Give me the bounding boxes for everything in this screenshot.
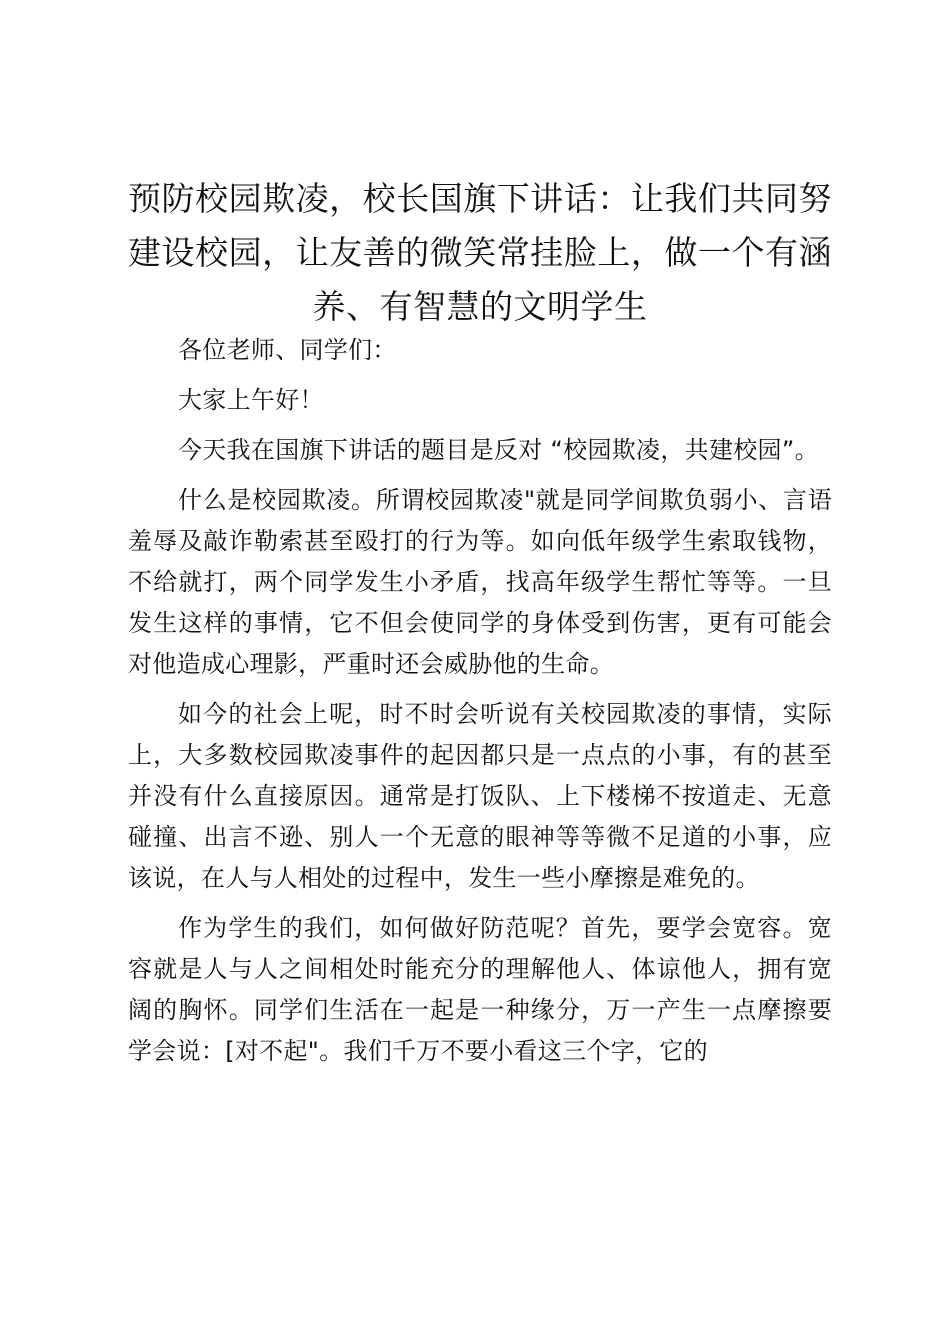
causes-paragraph: 如今的社会上呢，时不时会听说有关校园欺凌的事情，实际上，大多数校园欺凌事件的起因都只是一点点的小事，有的甚至并没有什么直接原因。通常是打饭队、上下楼梯不按道走、无意碰撞、出言不逊、别人一个无意的眼神等等微不足道的小事，应该说，在人与人相处的过程中，发生一些小摩擦是难免的。: [128, 700, 832, 892]
topic-paragraph: 今天我在国旗下讲话的题目是反对 “校园欺凌，共建校园”。: [178, 436, 819, 464]
definition-paragraph: 什么是校园欺凌。所谓校园欺凌"就是同学间欺负弱小、言语羞辱及敲诈勒索甚至殴打的行为等。如向低年级学生索取钱物，不给就打，两个同学发生小矛盾，找高年级学生帮忙等等。一旦发生这样的事情，它不但会使同学的身体受到伤害，更有可能会对他造成心理影，严重时还会威胁他的生命。: [128, 486, 832, 678]
greeting-paragraph: 大家上午好！: [178, 386, 324, 414]
prevention-paragraph: 作为学生的我们，如何做好防范呢？首先，要学会宽容。宽容就是人与人之间相处时能充分的理解他人、体谅他人，拥有宽阔的胸怀。同学们生活在一起是一种缘分，万一产生一点摩擦要学会说：[对不起"。我们千万不要小看这三个字，它的: [128, 914, 832, 1065]
document-body: [128, 330, 832, 1081]
salutation-paragraph: 各位老师、同学们：: [178, 336, 397, 364]
document-title: 预防校园欺凌，校长国旗下讲话：让我们共同努建设校园，让友善的微笑常挂脸上，做一个有涵养、有智慧的文明学生: [128, 179, 832, 326]
